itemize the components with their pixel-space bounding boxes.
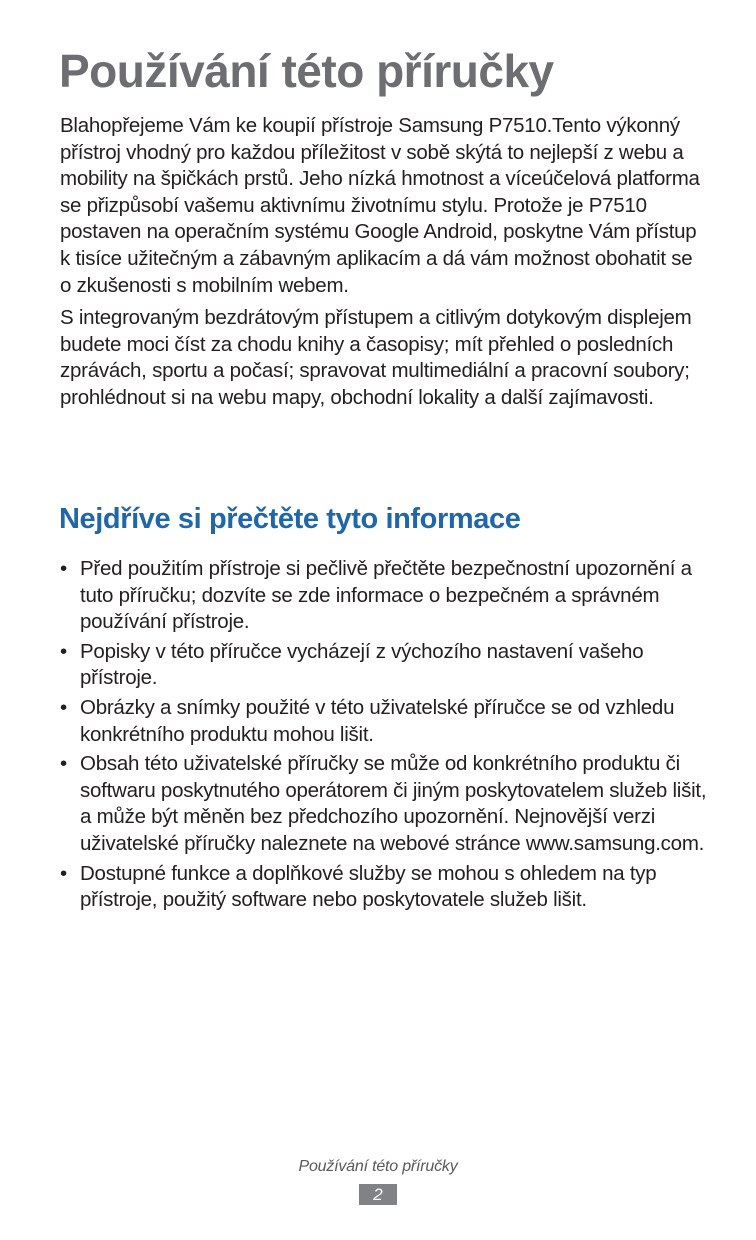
bullet-icon: •: [60, 695, 67, 719]
bullet-icon: •: [60, 557, 67, 580]
intro-section: [60, 113, 700, 418]
list-item-text: Popisky v této příručce vycházejí z výchozího nastavení vašeho přístroje.: [80, 639, 644, 690]
list-item: [60, 639, 710, 692]
list-item: [60, 751, 710, 857]
bullet-icon: •: [60, 861, 67, 885]
intro-paragraph: Blahopřejeme Vám ke koupií přístroje Samsung P7510.Tento výkonný přístroj vhodný pro každou příležitost v sobě skýtá to nejlepší z webu a mobility na špičkách prstů. Jeho nízká hmotnost a víceúčelová platforma se přizpůsobí vašemu aktivnímu životnímu stylu. Protože je P7510 postaven na operačním systému Google Android, poskytne Vám přístup k tisíce užitečným a zábavným aplikacím a dá vám možnost obohatit se o zkušenosti s mobilním webem.: [60, 114, 700, 297]
page-title: Používání této příručky: [59, 45, 554, 97]
list-item-text: Obrázky a snímky použité v této uživatelské příručce se od vzhledu konkrétního produktu mohou lišit.: [80, 695, 675, 746]
section-heading: Nejdříve si přečtěte tyto informace: [59, 503, 521, 535]
list-item: [60, 695, 710, 748]
bullet-icon: •: [60, 639, 67, 663]
footer-section-label: Používání této příručky: [298, 1158, 458, 1175]
bullet-icon: •: [60, 752, 67, 776]
page-number: 2: [359, 1184, 397, 1205]
list-item: [60, 556, 710, 636]
list-item-text: Obsah této uživatelské příručky se může od konkrétního produktu či softwaru poskytnutého operátorem či jiným poskytovatelem služeb lišit, a může být měněn bez předchozího upozornění. Nejnovější verzi uživatelské příručky naleznete na webové stránce www.samsung.com.: [80, 752, 707, 855]
bullet-list: [60, 556, 710, 917]
list-item-text: Před použitím přístroje si pečlivě přečtěte bezpečnostní upozornění a tuto příručku; dozvíte se zde informace o bezpečném a správném používání přístroje.: [80, 557, 692, 634]
list-item: [60, 861, 710, 914]
intro-paragraph: S integrovaným bezdrátovým přístupem a citlivým dotykovým displejem budete moci číst za chodu knihy a časopisy; mít přehled o posledních zprávách, sportu a počasí; spravovat multimediální a pracovní soubory; prohlédnout si na webu mapy, obchodní lokality a další zajímavosti.: [60, 306, 692, 409]
list-item-text: Dostupné funkce a doplňkové služby se mohou s ohledem na typ přístroje, použitý software nebo poskytovatele služeb lišit.: [80, 861, 657, 912]
